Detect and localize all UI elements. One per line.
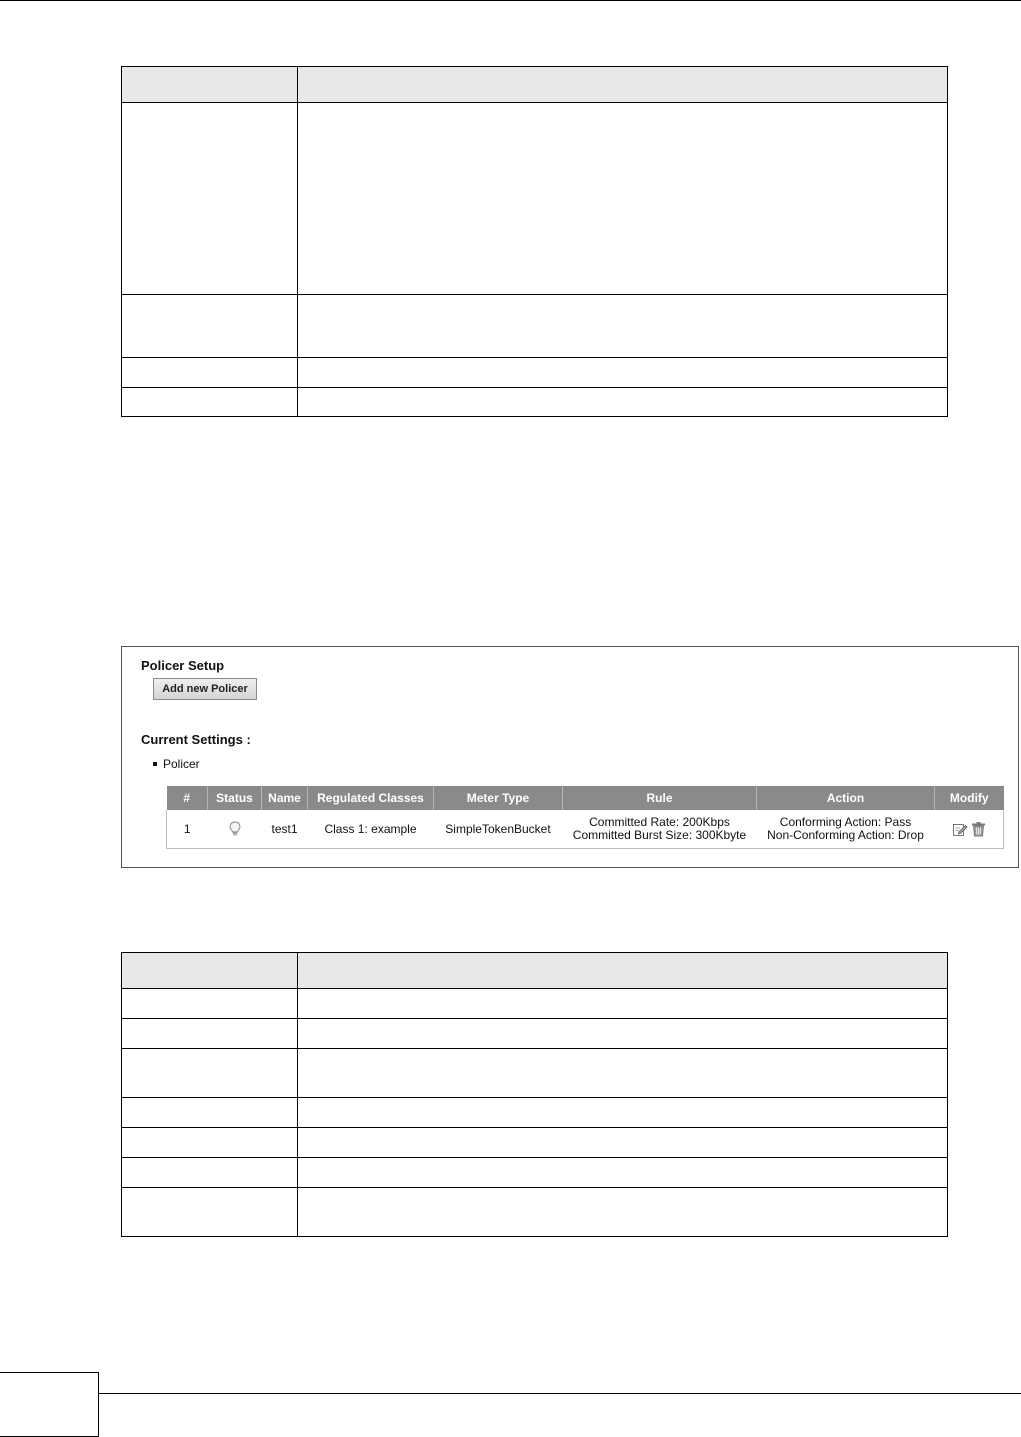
table-cell	[122, 1019, 298, 1049]
table-cell	[122, 989, 298, 1019]
row-index: 1	[167, 810, 208, 849]
col-regulated-classes: Regulated Classes	[308, 786, 434, 810]
policer-list-label	[153, 757, 200, 771]
rule-committed-burst: Committed Burst Size: 300Kbyte	[572, 828, 747, 842]
delete-icon[interactable]	[971, 821, 986, 837]
current-settings-heading: Current Settings :	[141, 732, 251, 747]
table-cell	[122, 358, 298, 388]
lower-field-table	[121, 952, 948, 1237]
policer-setup-panel	[121, 646, 1019, 868]
table-cell	[298, 1049, 948, 1098]
upper-field-table	[121, 66, 948, 417]
table-row	[122, 358, 948, 388]
page-title: Policer Setup	[141, 658, 225, 673]
table-cell	[122, 1128, 298, 1158]
row-rule	[563, 810, 757, 849]
table-cell	[122, 1049, 298, 1098]
col-rule: Rule	[563, 786, 757, 810]
policer-label: Policer	[163, 757, 200, 771]
footer-rule	[99, 1393, 1021, 1394]
header-cell	[298, 953, 948, 989]
col-meter-type: Meter Type	[434, 786, 563, 810]
header-cell	[298, 67, 948, 103]
col-index: #	[167, 786, 208, 810]
table-cell	[298, 1158, 948, 1188]
table-cell	[122, 1188, 298, 1237]
table-cell	[122, 388, 298, 417]
action-non-conforming: Non-Conforming Action: Drop	[767, 828, 924, 842]
action-conforming: Conforming Action: Pass	[779, 815, 912, 829]
bullet-icon	[153, 762, 157, 766]
table-cell	[298, 103, 948, 295]
policer-table	[166, 786, 1004, 849]
rule-committed-rate: Committed Rate: 200Kbps	[589, 815, 730, 829]
table-cell	[122, 1098, 298, 1128]
table-cell	[298, 1128, 948, 1158]
page-number-box	[0, 1372, 99, 1437]
table-row	[122, 1098, 948, 1128]
table-cell	[298, 388, 948, 417]
table-cell	[298, 295, 948, 358]
table-row	[122, 103, 948, 295]
table-row	[167, 810, 1004, 849]
col-modify: Modify	[935, 786, 1004, 810]
table-row	[122, 1128, 948, 1158]
row-regulated-classes: Class 1: example	[308, 810, 434, 849]
table-cell	[298, 1019, 948, 1049]
col-name: Name	[262, 786, 308, 810]
row-status	[208, 810, 262, 849]
top-rule	[0, 0, 1021, 1]
table-header-row	[122, 953, 948, 989]
table-row	[122, 1019, 948, 1049]
table-header-row	[167, 786, 1004, 810]
table-row	[122, 295, 948, 358]
row-action	[757, 810, 935, 849]
row-name: test1	[262, 810, 308, 849]
header-cell	[122, 67, 298, 103]
add-new-policer-button[interactable]: Add new Policer	[153, 678, 257, 700]
table-row	[122, 388, 948, 417]
table-cell	[298, 1098, 948, 1128]
col-action: Action	[757, 786, 935, 810]
table-cell	[298, 358, 948, 388]
row-modify	[935, 810, 1004, 849]
bulb-icon	[229, 821, 241, 837]
table-row	[122, 1158, 948, 1188]
table-row	[122, 1049, 948, 1098]
table-cell	[122, 295, 298, 358]
table-header-row	[122, 67, 948, 103]
row-meter-type: SimpleTokenBucket	[434, 810, 563, 849]
table-cell	[298, 1188, 948, 1237]
table-cell	[122, 103, 298, 295]
header-cell	[122, 953, 298, 989]
table-row	[122, 1188, 948, 1237]
table-cell	[122, 1158, 298, 1188]
table-cell	[298, 989, 948, 1019]
col-status: Status	[208, 786, 262, 810]
table-row	[122, 989, 948, 1019]
edit-icon[interactable]	[952, 821, 968, 837]
